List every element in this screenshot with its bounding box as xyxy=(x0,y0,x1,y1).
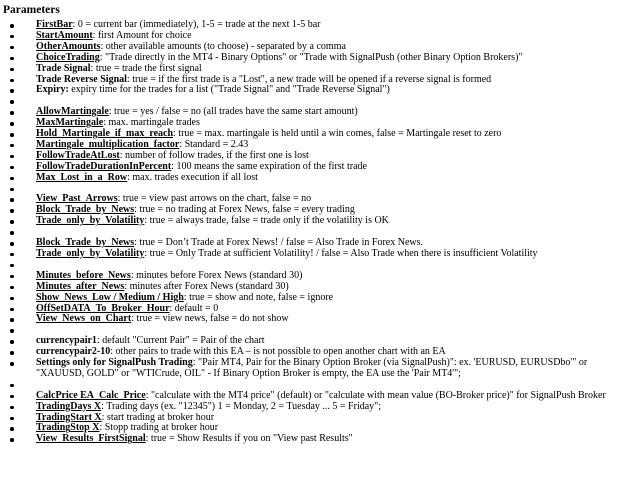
parameter-name: OffSetDATA_To_Broker_Hour xyxy=(36,302,170,314)
parameter-description: : default "Current Pair" = Pair of the chart xyxy=(96,335,265,347)
parameter-description: : true = no trading at Forex News, false = every trading xyxy=(134,204,355,216)
parameter-description: : Standard = 2.43 xyxy=(179,138,249,150)
parameter-description: : "Pair MT4, Pair for the Binary Option Broker (via SignalPush)": ex. 'EURUSD, EURUSDbo'" or "XAUUSD, GOLD" or "WTICrude, OIL" - If Binary Option Broker is empty, the EA use the 'Pair MT4'"; xyxy=(36,357,588,379)
parameter-description: : true = view news, false = do not show xyxy=(131,313,289,325)
parameter-name: TradingDays X xyxy=(36,400,102,412)
parameter-description: : true = if the first trade is a "Lost", a new trade will be opened if a reverse signal is formed xyxy=(126,73,492,85)
parameter-description: : "calculate with the MT4 price" (default) or "calculate with mean value (BO-Broker price)" for SignalPush Broker xyxy=(145,389,606,401)
parameter-name: ChoiceTrading xyxy=(36,51,100,63)
parameter-name: Minutes_after_News xyxy=(36,280,125,292)
parameter-item xyxy=(3,216,640,227)
parameter-name: Block_Trade_by_News xyxy=(36,237,135,249)
parameter-name: FirstBar xyxy=(36,19,73,30)
parameter-name: Expiry: xyxy=(36,84,69,96)
parameter-item xyxy=(3,249,640,260)
parameter-name: Settings only for SignalPush Trading xyxy=(36,357,193,369)
parameter-name: TradingStart X xyxy=(36,411,102,423)
parameter-item xyxy=(3,85,640,96)
parameter-description: : minutes after Forex News (standard 30) xyxy=(124,280,289,292)
parameter-name: Minutes_before_News xyxy=(36,269,131,281)
parameter-name: Show_News_Low / Medium / High xyxy=(36,291,184,303)
parameter-description: expiry time for the trades for a list ("Trade Signal" and "Trade Reverse Signal") xyxy=(68,84,390,96)
parameter-name: View_Results_FirstSignal xyxy=(36,433,146,445)
parameter-item xyxy=(3,434,640,445)
parameter-name: FollowTradeDurationInPercent xyxy=(36,160,172,172)
parameter-name: AllowMartingale xyxy=(36,106,109,118)
parameter-description: : true = Only Trade at sufficient Volatility! / false = Also Trade when there is insufficient Volatility xyxy=(144,247,538,259)
parameter-item xyxy=(3,173,640,184)
parameter-description: : other available amounts (to choose) - separated by a comma xyxy=(100,40,346,52)
parameter-description: : max. martingale trades xyxy=(103,117,200,129)
parameter-name: StartAmount xyxy=(36,29,93,41)
parameter-name: Trade_only_by_Volatility xyxy=(36,247,145,259)
parameter-description: : default = 0 xyxy=(169,302,219,314)
parameter-description: : true = max. martingale is held until a win comes, false = Martingale reset to zero xyxy=(173,128,502,140)
parameter-name: OtherAmounts xyxy=(36,40,101,52)
parameter-name: Trade Signal xyxy=(36,62,91,74)
parameter-description: : other pairs to trade with this EA – is not possible to open another chart with an EA xyxy=(110,346,446,358)
parameter-list xyxy=(3,20,640,445)
parameter-description: : true = Don’t Trade at Forex News! / false = Also Trade in Forex News. xyxy=(134,237,424,249)
section-title: Parameters xyxy=(3,4,60,16)
parameter-description: : true = view past arrows on the chart, false = no xyxy=(117,193,312,205)
parameter-name: CalcPrice EA_Calc_Price xyxy=(36,389,146,401)
parameter-name: Max_Lost_in_a_Row xyxy=(36,171,128,183)
parameter-description: : 100 means the same expiration of the first trade xyxy=(171,160,367,172)
parameter-description: : minutes before Forex News (standard 30) xyxy=(130,269,303,281)
parameter-name: Hold_Martingale_if_max_reach xyxy=(36,128,174,140)
parameter-description: : "Trade directly in the MT4 - Binary Options" or "Trade with SignalPush (other Binary Option Brokers)" xyxy=(99,51,523,63)
parameter-name: TradingStop X xyxy=(36,422,100,434)
parameter-description: : true = trade the first signal xyxy=(90,62,202,74)
parameter-name: MaxMartingale xyxy=(36,117,104,129)
parameter-description: : first Amount for choice xyxy=(92,29,192,41)
parameter-description: : true = always trade, false = trade only if the volatility is OK xyxy=(144,215,389,227)
parameter-description: : true = yes / false = no (all trades have the same start amount) xyxy=(108,106,358,118)
parameter-item xyxy=(3,314,640,325)
parameter-name: Block_Trade_by_News xyxy=(36,204,135,216)
parameter-description: : Trading days (ex. "12345") 1 = Monday, 2 = Tuesday ... 5 = Friday"; xyxy=(101,400,382,412)
parameter-description: : 0 = current bar (immediately), 1-5 = trade at the next 1-5 bar xyxy=(72,19,321,30)
parameter-description: : Stopp trading at broker hour xyxy=(99,422,219,434)
parameter-description: : start trading at broker hour xyxy=(101,411,215,423)
parameter-name: currencypair2-10 xyxy=(36,346,111,358)
parameter-description: : true = Show Results if you on "View past Results" xyxy=(145,433,353,445)
parameter-name: View_Past_Arrows xyxy=(36,193,118,205)
parameter-name: View_News_on_Chart xyxy=(36,313,132,325)
parameter-item xyxy=(3,358,640,380)
parameter-description: : number of follow trades, if the first one is lost xyxy=(119,149,309,161)
parameter-description: : max. trades execution if all lost xyxy=(127,171,258,183)
parameter-description: : true = show and note, false = ignore xyxy=(183,291,334,303)
parameter-name: Trade Reverse Signal xyxy=(36,73,127,85)
parameter-name: FollowTradeAtLost xyxy=(36,149,120,161)
parameter-name: Trade_only_by_Volatility xyxy=(36,215,145,227)
parameter-name: Martingale_multiplication_factor xyxy=(36,138,180,150)
parameter-name: currencypair1 xyxy=(36,335,97,347)
